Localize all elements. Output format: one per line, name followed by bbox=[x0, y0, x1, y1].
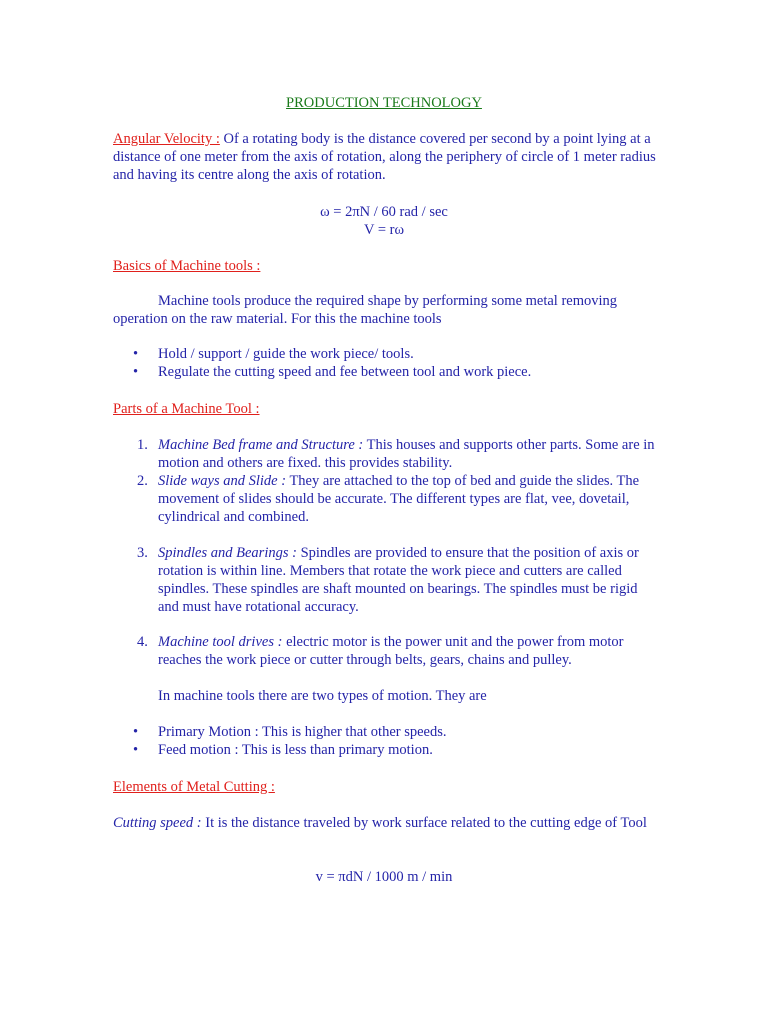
part-term: Spindles and Bearings : bbox=[158, 545, 297, 561]
angular-velocity-formula: ω = 2πN / 60 rad / sec bbox=[320, 204, 448, 220]
part-description: This houses and supports other parts. Some are in motion and others are fixed. this provides stability. bbox=[158, 437, 655, 471]
part-description: electric motor is the power unit and the power from motor reaches the work piece or cutter through belts, gears, chains and pulley. bbox=[158, 634, 624, 668]
list-number: 2. bbox=[137, 473, 148, 489]
basics-intro: Machine tools produce the required shape by performing some metal removing operation on the raw material. For this the machine tools bbox=[113, 293, 618, 327]
list-item bbox=[158, 472, 658, 526]
page-title: PRODUCTION TECHNOLOGY bbox=[286, 95, 482, 111]
angular-velocity-text: Of a rotating body is the distance covered per second by a point lying at a distance of one meter from the axis of rotation, along the periphery of circle of 1 meter radius and having its centre along the axis of rotation. bbox=[113, 131, 656, 183]
list-item bbox=[158, 544, 658, 616]
part-term: Slide ways and Slide : bbox=[158, 473, 287, 489]
angular-velocity-heading: Angular Velocity : bbox=[113, 131, 220, 147]
cutting-speed-paragraph bbox=[113, 814, 658, 832]
list-item: • Hold / support / guide the work piece/ tools. bbox=[113, 345, 658, 363]
angular-velocity-paragraph bbox=[113, 130, 658, 184]
list-item bbox=[158, 436, 658, 472]
list-item: • Primary Motion : This is higher that other speeds. bbox=[113, 723, 658, 741]
part-description: They are attached to the top of bed and guide the slides. The movement of slides should be accurate. The different types are flat, vee, dovetail, cylindrical and combined. bbox=[158, 473, 640, 525]
parts-heading: Parts of a Machine Tool : bbox=[113, 401, 260, 417]
part-term: Machine tool drives : bbox=[158, 634, 283, 650]
part-description: Spindles are provided to ensure that the position of axis or rotation is within line. Members that rotate the work piece and cutters are called spindles. These spindles are shaft mounted on bearings. The spindles must be rigid and must have rotational accuracy. bbox=[158, 545, 639, 615]
motion-intro: In machine tools there are two types of motion. They are bbox=[158, 688, 487, 704]
linear-velocity-formula: V = rω bbox=[363, 222, 404, 238]
elements-heading: Elements of Metal Cutting : bbox=[113, 779, 275, 795]
cutting-speed-formula: v = πdN / 1000 m / min bbox=[315, 869, 453, 885]
list-number: 1. bbox=[137, 437, 148, 453]
list-item: • Regulate the cutting speed and fee between tool and work piece. bbox=[113, 363, 658, 381]
list-number: 4. bbox=[137, 634, 148, 650]
list-item: • Feed motion : This is less than primary motion. bbox=[113, 741, 658, 759]
basics-bullet-list bbox=[113, 345, 658, 381]
list-item bbox=[158, 633, 658, 669]
motion-bullet-list bbox=[113, 723, 658, 759]
list-number: 3. bbox=[137, 545, 148, 561]
basics-heading: Basics of Machine tools : bbox=[113, 258, 261, 274]
cutting-speed-term: Cutting speed : bbox=[113, 815, 202, 831]
part-term: Machine Bed frame and Structure : bbox=[158, 437, 364, 453]
cutting-speed-text: It is the distance traveled by work surface related to the cutting edge of Tool bbox=[201, 815, 647, 831]
